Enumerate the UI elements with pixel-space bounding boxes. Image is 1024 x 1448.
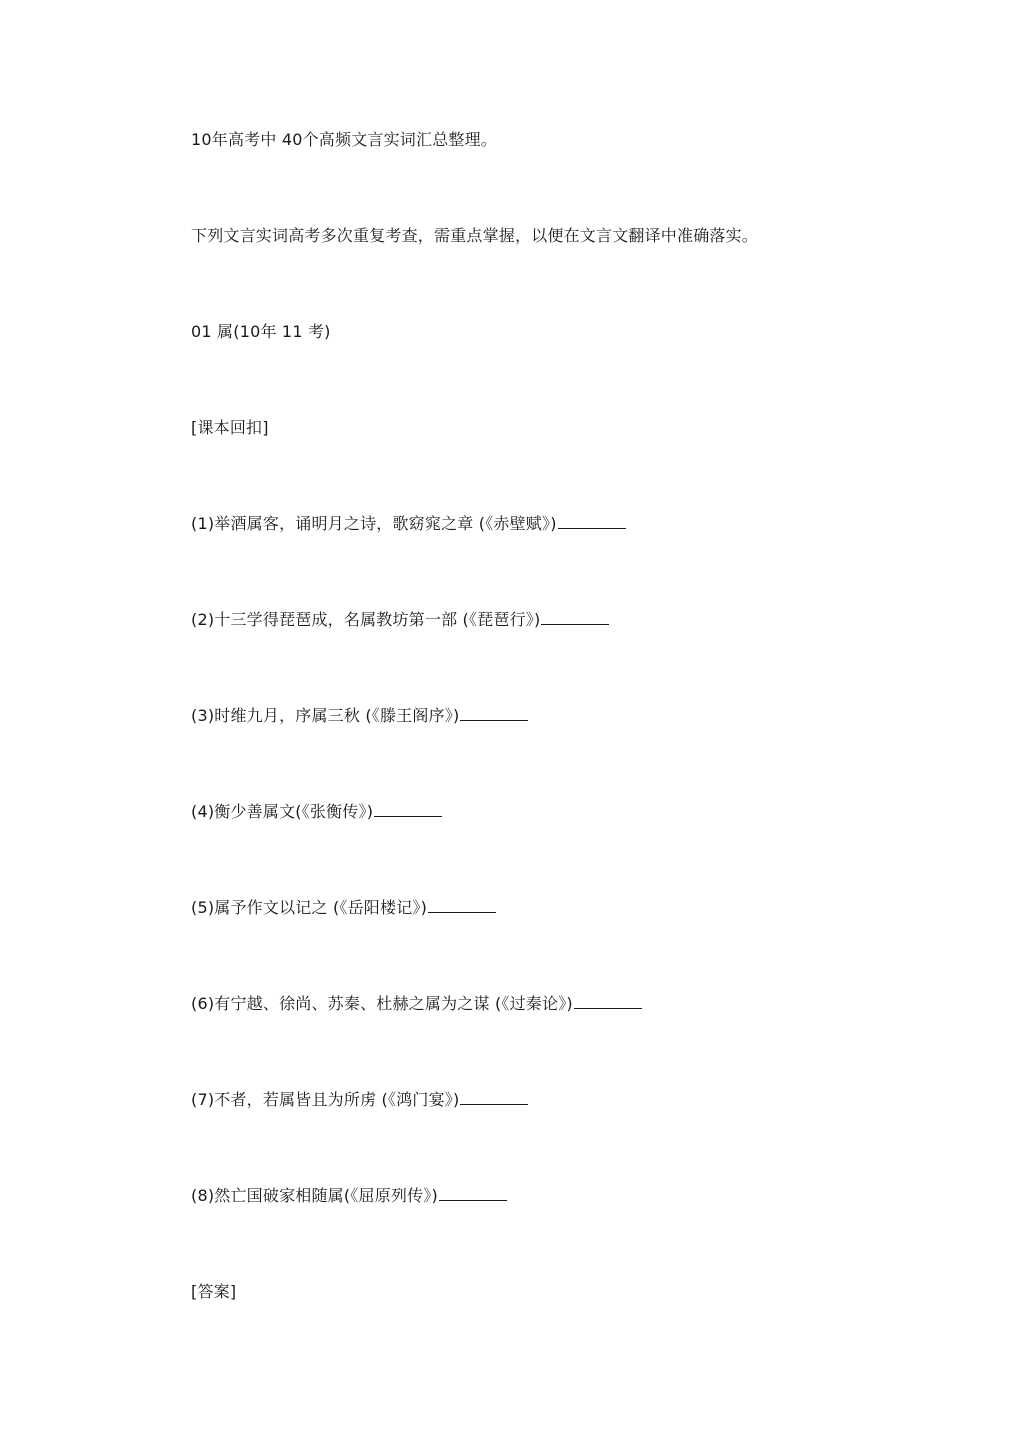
exercise-item-text: (5)属予作文以记之 (《岳阳楼记》) xyxy=(191,898,428,917)
exercise-item xyxy=(191,1089,528,1111)
answer-heading: [答案] xyxy=(191,1282,237,1301)
document-title: 10年高考中 40个高频文言实词汇总整理。 xyxy=(191,130,498,149)
exercise-item xyxy=(191,609,609,631)
answer-blank xyxy=(460,1103,528,1105)
answer-blank xyxy=(374,815,442,817)
exercise-item-text: (3)时维九月，序属三秋 (《滕王阁序》) xyxy=(191,706,460,725)
exercise-item-text: (1)举酒属客，诵明月之诗，歌窈窕之章 (《赤壁赋》) xyxy=(191,514,557,533)
exercise-item xyxy=(191,801,442,823)
answer-blank xyxy=(428,911,496,913)
exercise-item xyxy=(191,705,528,727)
exercise-item-text: (2)十三学得琵琶成，名属教坊第一部 (《琵琶行》) xyxy=(191,610,541,629)
section-heading: 01 属(10年 11 考) xyxy=(191,322,331,341)
answer-blank xyxy=(558,527,626,529)
answer-blank xyxy=(460,719,528,721)
exercise-item-text: (6)有宁越、徐尚、苏秦、杜赫之属为之谋 (《过秦论》) xyxy=(191,994,573,1013)
exercise-item xyxy=(191,993,642,1015)
answer-blank xyxy=(541,623,609,625)
textbook-heading: [课本回扣] xyxy=(191,418,269,437)
exercise-item xyxy=(191,513,626,535)
exercise-item xyxy=(191,1185,507,1207)
exercise-item xyxy=(191,897,496,919)
exercise-item-text: (4)衡少善属文(《张衡传》) xyxy=(191,802,374,821)
answer-blank xyxy=(439,1199,507,1201)
exercise-item-text: (7)不者，若属皆且为所虏 (《鸿门宴》) xyxy=(191,1090,460,1109)
exercise-item-text: (8)然亡国破家相随属(《屈原列传》) xyxy=(191,1186,438,1205)
answer-blank xyxy=(574,1007,642,1009)
intro-paragraph: 下列文言实词高考多次重复考查，需重点掌握，以便在文言文翻译中准确落实。 xyxy=(191,226,759,245)
